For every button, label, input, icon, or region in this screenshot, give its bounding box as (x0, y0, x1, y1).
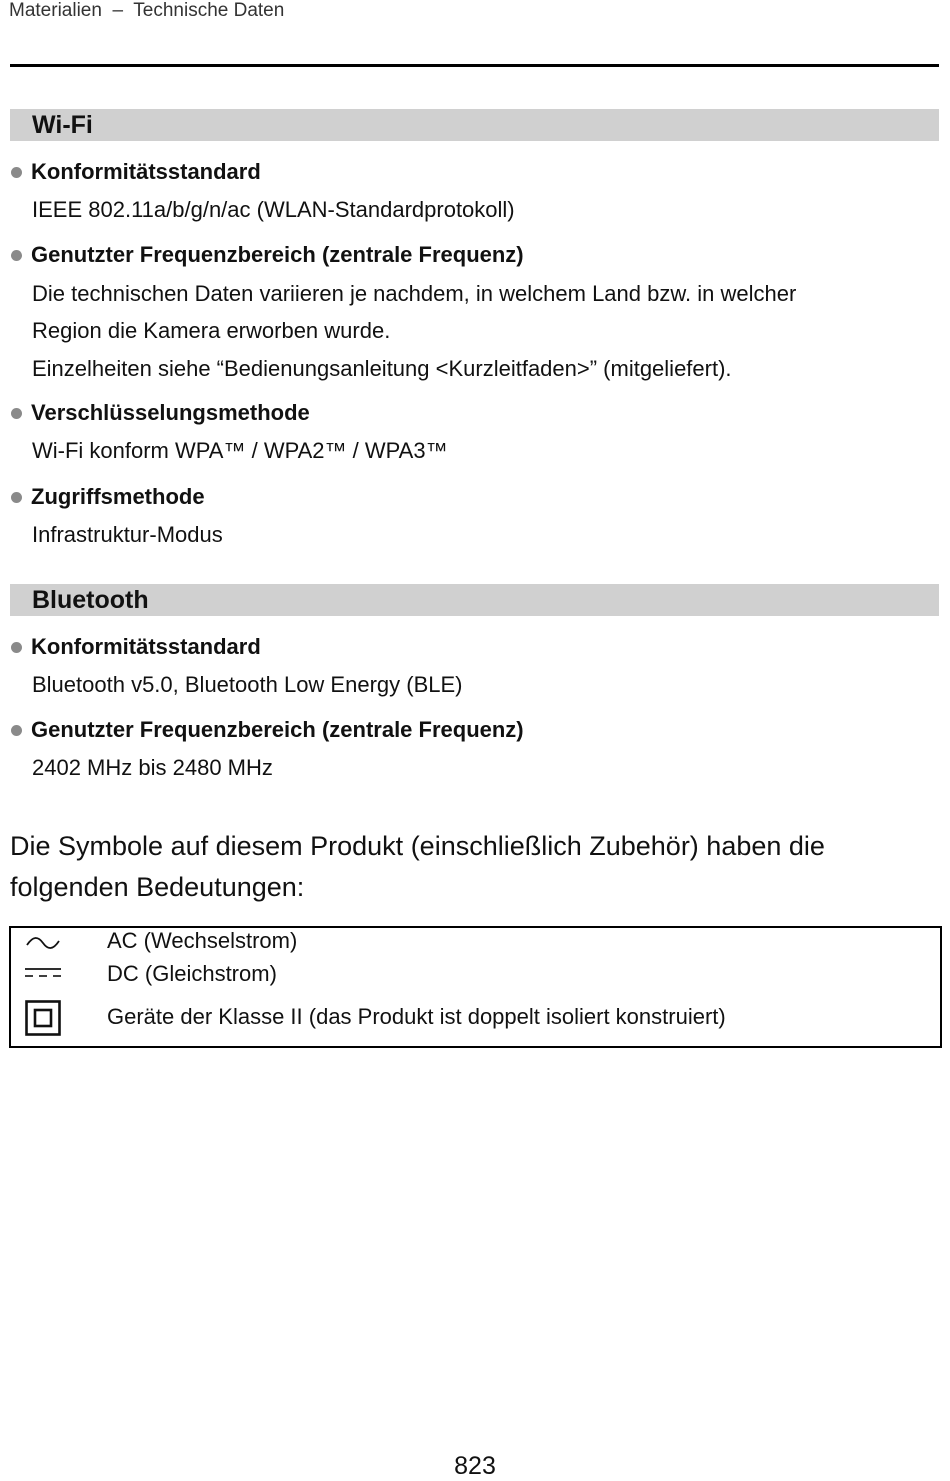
class-ii-symbol-icon (25, 1000, 61, 1036)
bullet-icon (11, 250, 22, 261)
page-number: 823 (454, 1452, 496, 1480)
running-header: Materialien – Technische Daten (9, 0, 285, 21)
item-text: Bluetooth v5.0, Bluetooth Low Energy (BLE) (32, 672, 463, 697)
symbol-label-class-ii: Geräte der Klasse II (das Produkt ist doppelt isoliert konstruiert) (107, 1004, 726, 1029)
symbols-intro (10, 826, 910, 908)
dc-symbol-icon (24, 967, 62, 979)
item-text: Infrastruktur-Modus (32, 522, 223, 547)
item-title: Konformitätsstandard (31, 159, 261, 184)
ac-symbol-icon (25, 935, 61, 951)
section-title-bluetooth: Bluetooth (32, 586, 149, 614)
item-title: Konformitätsstandard (31, 634, 261, 659)
symbols-intro-line: folgenden Bedeutungen: (10, 872, 305, 902)
section-heading-wifi (10, 109, 939, 141)
item-text: Einzelheiten siehe “Bedienungsanleitung <Kurzleitfaden>” (mitgeliefert). (32, 356, 732, 381)
bullet-icon (11, 725, 22, 736)
item-text: Die technischen Daten variieren je nachdem, in welchem Land bzw. in welcher (32, 281, 797, 306)
item-title: Zugriffsmethode (31, 484, 205, 509)
section-title-wifi: Wi-Fi (32, 111, 93, 139)
section-heading-bluetooth (10, 584, 939, 616)
item-title: Verschlüsselungsmethode (31, 400, 310, 425)
bullet-icon (11, 642, 22, 653)
bullet-icon (11, 167, 22, 178)
item-text: 2402 MHz bis 2480 MHz (32, 755, 273, 780)
header-rule (10, 64, 939, 67)
symbols-intro-line: Die Symbole auf diesem Produkt (einschließlich Zubehör) haben die (10, 831, 825, 861)
item-text: Region die Kamera erworben wurde. (32, 318, 391, 343)
item-title: Genutzter Frequenzbereich (zentrale Frequenz) (31, 717, 524, 742)
item-text: IEEE 802.11a/b/g/n/ac (WLAN-Standardprotokoll) (32, 197, 515, 222)
symbol-label-dc: DC (Gleichstrom) (107, 961, 277, 986)
item-title: Genutzter Frequenzbereich (zentrale Frequenz) (31, 242, 524, 267)
bullet-icon (11, 492, 22, 503)
symbol-label-ac: AC (Wechselstrom) (107, 928, 298, 953)
item-text: Wi-Fi konform WPA™ / WPA2™ / WPA3™ (32, 438, 448, 463)
symbols-table (9, 926, 942, 1048)
bullet-icon (11, 408, 22, 419)
